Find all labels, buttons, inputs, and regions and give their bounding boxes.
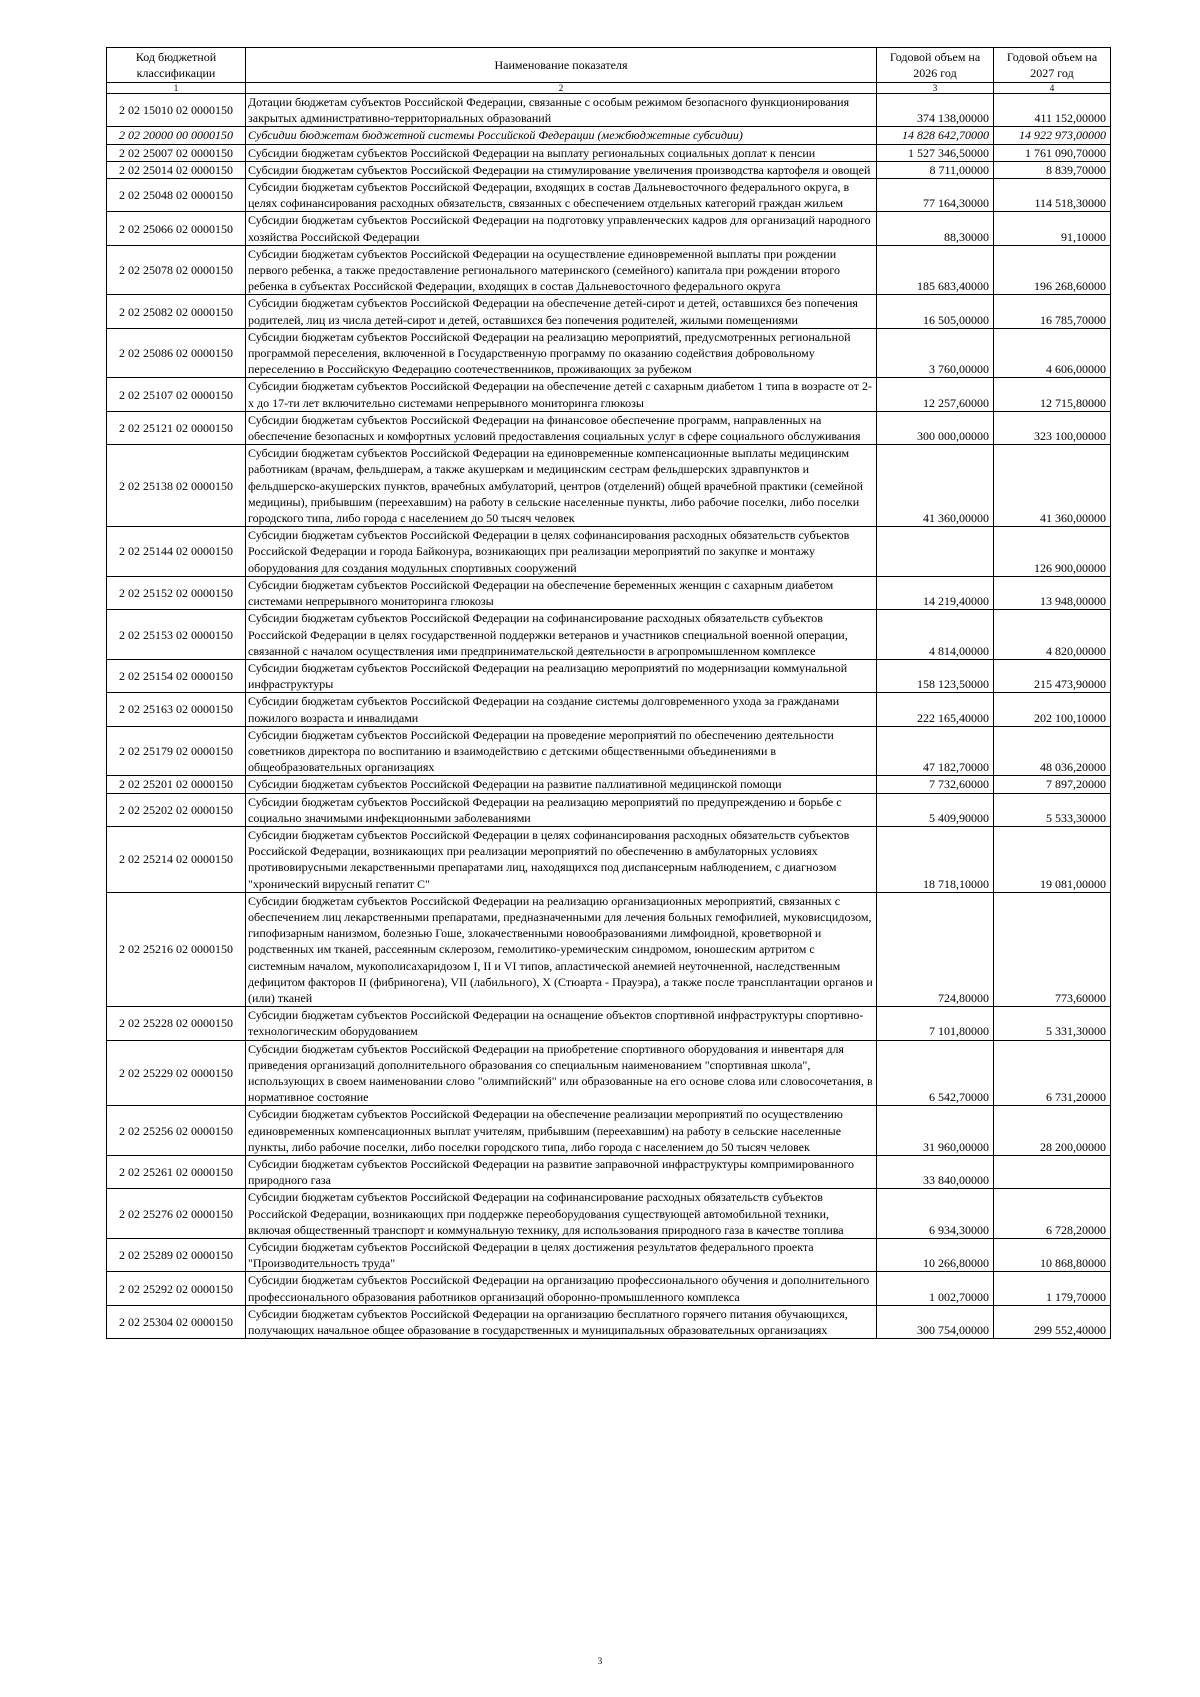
indicator-name: Субсидии бюджетам субъектов Российской Федерации, входящих в состав Дальневосточного федерального округа, в целях софинансирования расходных обязательств, связанных с обеспечением отдельных категорий граждан жильем bbox=[246, 179, 877, 212]
value-2026: 374 138,00000 bbox=[877, 94, 994, 127]
table-row bbox=[107, 610, 1111, 660]
value-2026: 16 505,00000 bbox=[877, 295, 994, 328]
budget-code: 2 02 25086 02 0000150 bbox=[107, 328, 246, 378]
value-2026: 158 123,50000 bbox=[877, 659, 994, 692]
indicator-name: Субсидии бюджетам субъектов Российской Федерации в целях софинансирования расходных обязательств субъектов Российской Федерации и города Байконура, возникающих при реализации мероприятий по закупке и монтажу оборудования для создания модульных спортивных сооружений bbox=[246, 527, 877, 577]
budget-code: 2 02 25256 02 0000150 bbox=[107, 1106, 246, 1156]
page-number: 3 bbox=[597, 1656, 603, 1666]
column-number: 1 bbox=[107, 83, 246, 94]
table-row bbox=[107, 94, 1111, 127]
budget-code: 2 02 25007 02 0000150 bbox=[107, 144, 246, 161]
value-2027: 1 761 090,70000 bbox=[994, 144, 1111, 161]
value-2026 bbox=[877, 527, 994, 577]
value-2027: 1 179,70000 bbox=[994, 1272, 1111, 1305]
indicator-name: Субсидии бюджетам субъектов Российской Федерации на финансовое обеспечение программ, направленных на обеспечение безопасных и комфортных условий предоставления социальных услуг в сфере социального обслуживания bbox=[246, 411, 877, 444]
table-row bbox=[107, 1156, 1111, 1189]
indicator-name: Субсидии бюджетам субъектов Российской Федерации на проведение мероприятий по обеспечению деятельности советников директора по воспитанию и взаимодействию с детскими общественными объединениями в общеобразовательных организациях bbox=[246, 726, 877, 776]
table-row bbox=[107, 1007, 1111, 1040]
table-row bbox=[107, 527, 1111, 577]
value-2026: 47 182,70000 bbox=[877, 726, 994, 776]
budget-code: 2 02 25216 02 0000150 bbox=[107, 892, 246, 1006]
table-row bbox=[107, 127, 1111, 144]
table-row bbox=[107, 1189, 1111, 1239]
value-2026: 41 360,00000 bbox=[877, 445, 994, 527]
indicator-name: Субсидии бюджетам субъектов Российской Федерации на реализацию мероприятий по модернизации коммунальной инфраструктуры bbox=[246, 659, 877, 692]
budget-code: 2 02 20000 00 0000150 bbox=[107, 127, 246, 144]
value-2026: 222 165,40000 bbox=[877, 693, 994, 726]
value-2026: 724,80000 bbox=[877, 892, 994, 1006]
indicator-name: Субсидии бюджетам субъектов Российской Федерации на обеспечение беременных женщин с сахарным диабетом системами непрерывного мониторинга глюкозы bbox=[246, 576, 877, 609]
value-2027: 126 900,00000 bbox=[994, 527, 1111, 577]
indicator-name: Субсидии бюджетам субъектов Российской Федерации на единовременные компенсационные выплаты медицинским работникам (врачам, фельдшерам, а также акушеркам и медицинским сестрам фельдшерских здравпунктов и фельдшерско-акушерских пунктов, врачебных амбулаторий, центров (отделений) общей врачебной практики (семейной медицины), прибывшим (переехавшим) на работу в сельские населенные пункты, либо рабочие поселки, либо поселки городского типа, либо города с населением до 50 тысяч человек bbox=[246, 445, 877, 527]
value-2027: 5 331,30000 bbox=[994, 1007, 1111, 1040]
budget-code: 2 02 25214 02 0000150 bbox=[107, 826, 246, 892]
budget-code: 2 02 25202 02 0000150 bbox=[107, 793, 246, 826]
table-row bbox=[107, 144, 1111, 161]
header-code: Код бюджетной классификации bbox=[107, 48, 246, 83]
column-number: 3 bbox=[877, 83, 994, 94]
value-2027: 12 715,80000 bbox=[994, 378, 1111, 411]
table-row bbox=[107, 1272, 1111, 1305]
table-row bbox=[107, 179, 1111, 212]
table-row bbox=[107, 295, 1111, 328]
budget-code: 2 02 25107 02 0000150 bbox=[107, 378, 246, 411]
value-2026: 14 828 642,70000 bbox=[877, 127, 994, 144]
budget-code: 2 02 15010 02 0000150 bbox=[107, 94, 246, 127]
value-2027: 299 552,40000 bbox=[994, 1305, 1111, 1338]
table-row bbox=[107, 161, 1111, 178]
table-row bbox=[107, 693, 1111, 726]
value-2027: 411 152,00000 bbox=[994, 94, 1111, 127]
value-2026: 12 257,60000 bbox=[877, 378, 994, 411]
value-2027: 4 606,00000 bbox=[994, 328, 1111, 378]
column-number-row bbox=[107, 83, 1111, 94]
budget-code: 2 02 25163 02 0000150 bbox=[107, 693, 246, 726]
table-row bbox=[107, 1040, 1111, 1106]
value-2027: 91,10000 bbox=[994, 212, 1111, 245]
indicator-name: Субсидии бюджетам субъектов Российской Федерации на выплату региональных социальных доплат к пенсии bbox=[246, 144, 877, 161]
value-2026: 77 164,30000 bbox=[877, 179, 994, 212]
value-2027: 7 897,20000 bbox=[994, 776, 1111, 793]
indicator-name: Субсидии бюджетам субъектов Российской Федерации в целях достижения результатов федерального проекта "Производительность труда" bbox=[246, 1239, 877, 1272]
value-2027: 215 473,90000 bbox=[994, 659, 1111, 692]
header-2027: Годовой объем на 2027 год bbox=[994, 48, 1111, 83]
value-2026: 8 711,00000 bbox=[877, 161, 994, 178]
value-2027: 773,60000 bbox=[994, 892, 1111, 1006]
value-2026: 6 542,70000 bbox=[877, 1040, 994, 1106]
budget-code: 2 02 25276 02 0000150 bbox=[107, 1189, 246, 1239]
value-2027: 196 268,60000 bbox=[994, 245, 1111, 295]
value-2026: 88,30000 bbox=[877, 212, 994, 245]
value-2027: 6 728,20000 bbox=[994, 1189, 1111, 1239]
budget-code: 2 02 25121 02 0000150 bbox=[107, 411, 246, 444]
value-2026: 4 814,00000 bbox=[877, 610, 994, 660]
table-row bbox=[107, 576, 1111, 609]
value-2026: 1 527 346,50000 bbox=[877, 144, 994, 161]
table-row bbox=[107, 892, 1111, 1006]
table-row bbox=[107, 411, 1111, 444]
budget-code: 2 02 25228 02 0000150 bbox=[107, 1007, 246, 1040]
table-row bbox=[107, 245, 1111, 295]
value-2027: 114 518,30000 bbox=[994, 179, 1111, 212]
value-2027: 202 100,10000 bbox=[994, 693, 1111, 726]
value-2026: 7 732,60000 bbox=[877, 776, 994, 793]
indicator-name: Субсидии бюджетам субъектов Российской Федерации на подготовку управленческих кадров для организаций народного хозяйства Российской Федерации bbox=[246, 212, 877, 245]
table-row bbox=[107, 378, 1111, 411]
table-row bbox=[107, 793, 1111, 826]
value-2026: 10 266,80000 bbox=[877, 1239, 994, 1272]
budget-code: 2 02 25179 02 0000150 bbox=[107, 726, 246, 776]
budget-code: 2 02 25289 02 0000150 bbox=[107, 1239, 246, 1272]
value-2027 bbox=[994, 1156, 1111, 1189]
indicator-name: Дотации бюджетам субъектов Российской Федерации, связанные с особым режимом безопасного функционирования закрытых административно-территориальных образований bbox=[246, 94, 877, 127]
value-2026: 14 219,40000 bbox=[877, 576, 994, 609]
indicator-name: Субсидии бюджетам субъектов Российской Федерации на реализацию мероприятий по предупреждению и борьбе с социально значимыми инфекционными заболеваниями bbox=[246, 793, 877, 826]
budget-table bbox=[106, 47, 1111, 1339]
value-2027: 4 820,00000 bbox=[994, 610, 1111, 660]
budget-code: 2 02 25229 02 0000150 bbox=[107, 1040, 246, 1106]
indicator-name: Субсидии бюджетам субъектов Российской Федерации на осуществление единовременной выплаты при рождении первого ребенка, а также предоставление регионального материнского (семейного) капитала при рождении второго ребенка в субъектах Российской Федерации, входящих в состав Дальневосточного федерального округа bbox=[246, 245, 877, 295]
budget-code: 2 02 25304 02 0000150 bbox=[107, 1305, 246, 1338]
value-2026: 5 409,90000 bbox=[877, 793, 994, 826]
value-2026: 18 718,10000 bbox=[877, 826, 994, 892]
indicator-name: Субсидии бюджетам субъектов Российской Федерации на софинансирование расходных обязательств субъектов Российской Федерации, возникающих при поддержке переоборудования существующей автомобильной техники, включая общественный транспорт и коммунальную технику, для использования природного газа в качестве топлива bbox=[246, 1189, 877, 1239]
value-2026: 185 683,40000 bbox=[877, 245, 994, 295]
budget-code: 2 02 25014 02 0000150 bbox=[107, 161, 246, 178]
value-2027: 41 360,00000 bbox=[994, 445, 1111, 527]
value-2026: 300 000,00000 bbox=[877, 411, 994, 444]
indicator-name: Субсидии бюджетам субъектов Российской Федерации в целях софинансирования расходных обязательств субъектов Российской Федерации, возникающих при реализации мероприятий по обеспечению в амбулаторных условиях противовирусными лекарственными препаратами лиц, находящихся под диспансерным наблюдением, с диагнозом "хронический вирусный гепатит С" bbox=[246, 826, 877, 892]
value-2027: 13 948,00000 bbox=[994, 576, 1111, 609]
table-row bbox=[107, 1106, 1111, 1156]
value-2026: 7 101,80000 bbox=[877, 1007, 994, 1040]
indicator-name: Субсидии бюджетам субъектов Российской Федерации на развитие паллиативной медицинской помощи bbox=[246, 776, 877, 793]
indicator-name: Субсидии бюджетам субъектов Российской Федерации на обеспечение реализации мероприятий по осуществлению единовременных компенсационных выплат учителям, прибывшим (переехавшим) на работу в сельские населенные пункты, либо рабочие поселки, либо поселки городского типа, либо города с населением до 50 тысяч человек bbox=[246, 1106, 877, 1156]
indicator-name: Субсидии бюджетам субъектов Российской Федерации на оснащение объектов спортивной инфраструктуры спортивно-технологическим оборудованием bbox=[246, 1007, 877, 1040]
table-row bbox=[107, 726, 1111, 776]
budget-code: 2 02 25201 02 0000150 bbox=[107, 776, 246, 793]
value-2026: 31 960,00000 bbox=[877, 1106, 994, 1156]
indicator-name: Субсидии бюджетам субъектов Российской Федерации на реализацию мероприятий, предусмотренных региональной программой переселения, включенной в Государственную программу по оказанию содействия добровольному переселению в Российскую Федерацию соотечественников, проживающих за рубежом bbox=[246, 328, 877, 378]
header-2026: Годовой объем на 2026 год bbox=[877, 48, 994, 83]
table-row bbox=[107, 826, 1111, 892]
budget-code: 2 02 25152 02 0000150 bbox=[107, 576, 246, 609]
indicator-name: Субсидии бюджетам субъектов Российской Федерации на софинансирование расходных обязательств субъектов Российской Федерации в целях государственной поддержки ветеранов и участников специальной военной операции, связанной с началом осуществления ими предпринимательской деятельности в агропромышленном комплексе bbox=[246, 610, 877, 660]
indicator-name: Субсидии бюджетам субъектов Российской Федерации на обеспечение детей-сирот и детей, оставшихся без попечения родителей, лиц из числа детей-сирот и детей, оставшихся без попечения родителей, жилыми помещениями bbox=[246, 295, 877, 328]
table-body bbox=[107, 94, 1111, 1339]
value-2027: 48 036,20000 bbox=[994, 726, 1111, 776]
budget-code: 2 02 25138 02 0000150 bbox=[107, 445, 246, 527]
indicator-name: Субсидии бюджетам субъектов Российской Федерации на обеспечение детей с сахарным диабетом 1 типа в возрасте от 2-х до 17-ти лет включительно системами непрерывного мониторинга глюкозы bbox=[246, 378, 877, 411]
indicator-name: Субсидии бюджетам субъектов Российской Федерации на реализацию организационных мероприятий, связанных с обеспечением лиц лекарственными препаратами, предназначенными для лечения больных гемофилией, муковисцидозом, гипофизарным нанизмом, болезнью Гоше, злокачественными новообразованиями лимфоидной, кроветворной и родственных им тканей, рассеянным склерозом, гемолитико-уремическим синдромом, юношеским артритом с системным началом, мукополисахаридозом I, II и VI типов, апластической анемией неуточненной, наследственным дефицитом факторов II (фибриногена), VII (лабильного), X (Стюарта - Прауэра), а также после трансплантации органов и (или) тканей bbox=[246, 892, 877, 1006]
value-2026: 33 840,00000 bbox=[877, 1156, 994, 1189]
column-number: 4 bbox=[994, 83, 1111, 94]
table-row bbox=[107, 1239, 1111, 1272]
indicator-name: Субсидии бюджетам субъектов Российской Федерации на организацию бесплатного горячего питания обучающихся, получающих начальное общее образование в государственных и муниципальных образовательных организациях bbox=[246, 1305, 877, 1338]
table-row bbox=[107, 212, 1111, 245]
table-row bbox=[107, 445, 1111, 527]
value-2026: 300 754,00000 bbox=[877, 1305, 994, 1338]
indicator-name: Субсидии бюджетам бюджетной системы Российской Федерации (межбюджетные субсидии) bbox=[246, 127, 877, 144]
value-2027: 14 922 973,00000 bbox=[994, 127, 1111, 144]
table-row bbox=[107, 1305, 1111, 1338]
budget-code: 2 02 25154 02 0000150 bbox=[107, 659, 246, 692]
budget-code: 2 02 25048 02 0000150 bbox=[107, 179, 246, 212]
table-row bbox=[107, 776, 1111, 793]
indicator-name: Субсидии бюджетам субъектов Российской Федерации на стимулирование увеличения производства картофеля и овощей bbox=[246, 161, 877, 178]
table-row bbox=[107, 659, 1111, 692]
value-2026: 1 002,70000 bbox=[877, 1272, 994, 1305]
value-2027: 6 731,20000 bbox=[994, 1040, 1111, 1106]
budget-code: 2 02 25078 02 0000150 bbox=[107, 245, 246, 295]
indicator-name: Субсидии бюджетам субъектов Российской Федерации на организацию профессионального обучения и дополнительного профессионального образования работников организаций оборонно-промышленного комплекса bbox=[246, 1272, 877, 1305]
header-row bbox=[107, 48, 1111, 83]
budget-code: 2 02 25144 02 0000150 bbox=[107, 527, 246, 577]
budget-code: 2 02 25066 02 0000150 bbox=[107, 212, 246, 245]
budget-code: 2 02 25082 02 0000150 bbox=[107, 295, 246, 328]
value-2027: 8 839,70000 bbox=[994, 161, 1111, 178]
value-2026: 6 934,30000 bbox=[877, 1189, 994, 1239]
budget-code: 2 02 25292 02 0000150 bbox=[107, 1272, 246, 1305]
value-2027: 28 200,00000 bbox=[994, 1106, 1111, 1156]
budget-code: 2 02 25261 02 0000150 bbox=[107, 1156, 246, 1189]
budget-code: 2 02 25153 02 0000150 bbox=[107, 610, 246, 660]
indicator-name: Субсидии бюджетам субъектов Российской Федерации на развитие заправочной инфраструктуры компримированного природного газа bbox=[246, 1156, 877, 1189]
value-2027: 16 785,70000 bbox=[994, 295, 1111, 328]
value-2026: 3 760,00000 bbox=[877, 328, 994, 378]
indicator-name: Субсидии бюджетам субъектов Российской Федерации на создание системы долговременного ухода за гражданами пожилого возраста и инвалидами bbox=[246, 693, 877, 726]
header-name: Наименование показателя bbox=[246, 48, 877, 83]
indicator-name: Субсидии бюджетам субъектов Российской Федерации на приобретение спортивного оборудования и инвентаря для приведения организаций дополнительного образования со специальным наименованием "спортивная школа", использующих в своем наименовании слово "олимпийский" или образованные на его основе слова или словосочетания, в нормативное состояние bbox=[246, 1040, 877, 1106]
value-2027: 5 533,30000 bbox=[994, 793, 1111, 826]
column-number: 2 bbox=[246, 83, 877, 94]
value-2027: 19 081,00000 bbox=[994, 826, 1111, 892]
value-2027: 10 868,80000 bbox=[994, 1239, 1111, 1272]
table-row bbox=[107, 328, 1111, 378]
value-2027: 323 100,00000 bbox=[994, 411, 1111, 444]
